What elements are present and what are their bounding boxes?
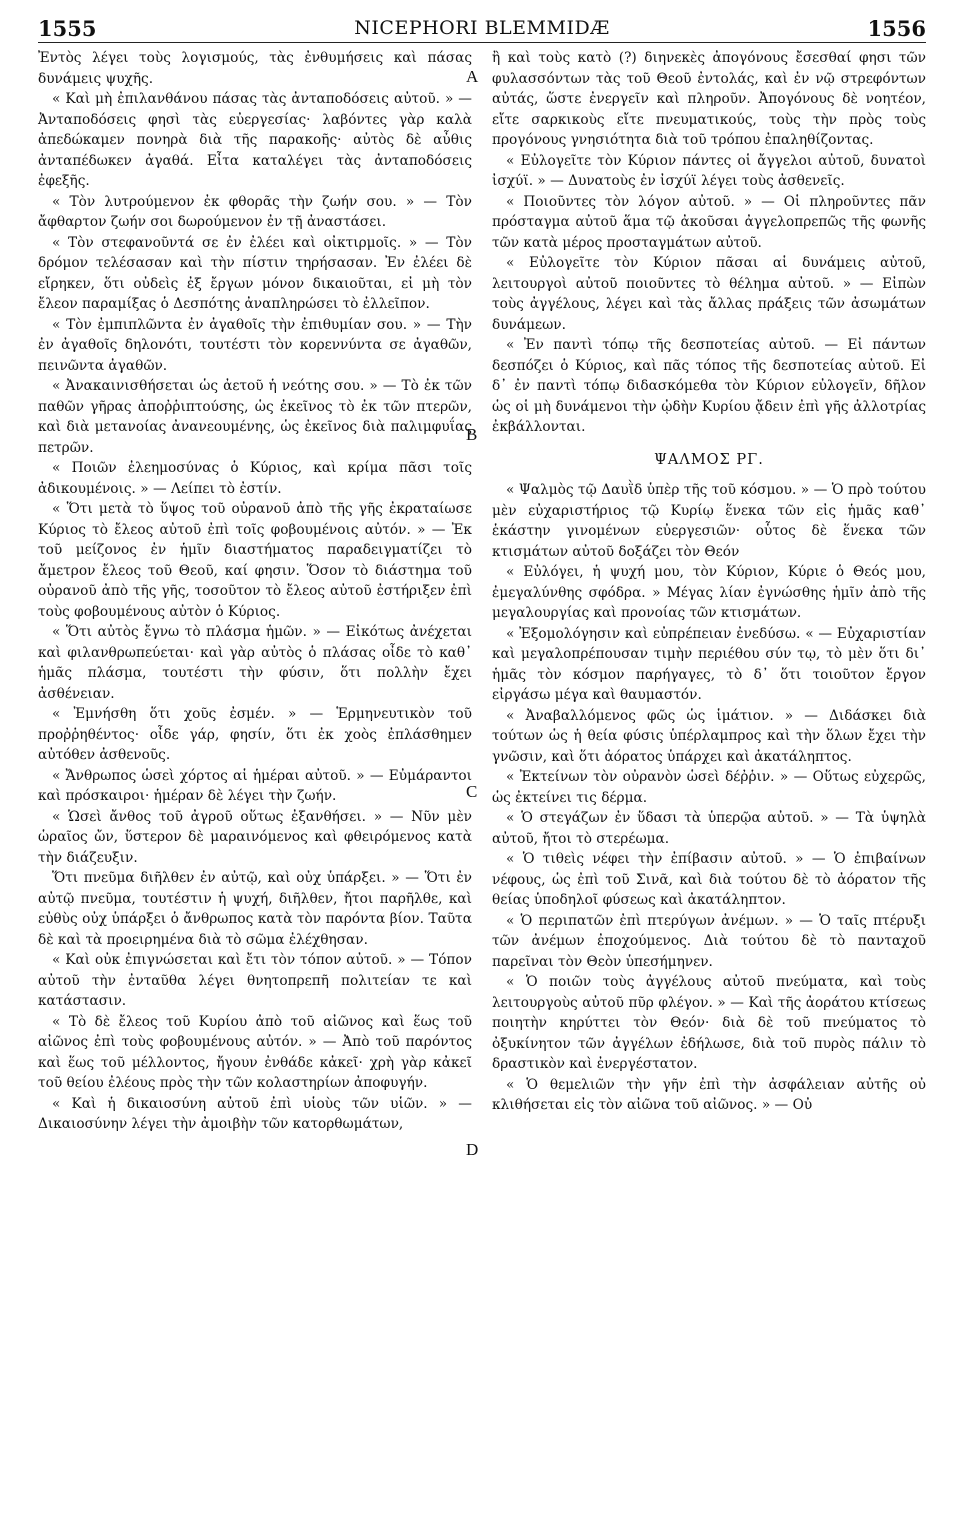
paragraph: « Τὸ δὲ ἔλεος τοῦ Κυρίου ἀπὸ τοῦ αἰῶνος καὶ ἕως τοῦ αἰῶνος ἐπὶ τοὺς φοβουμένους αὐτόν. » — Ἀπὸ τοῦ παρόντος καὶ ἕως τοῦ μέλλοντος, ἤγουν ἐνθάδε κἀκεῖ· χρὴ γὰρ κἀκεῖ τοῦ θείου ἐλέους πρὸς τὴν τῶν κολαστηρίων ἀποφυγήν. xyxy=(38,1013,472,1091)
paragraph: « Ὁ τιθεὶς νέφει τὴν ἐπίβασιν αὐτοῦ. » — Ὁ ἐπιβαίνων νέφους, ὡς ἐπὶ τοῦ Σινᾶ, καὶ διὰ τούτου δὲ τὸ ἀόρατον τῆς θείας ὑποδηλοῖ φύσεως καὶ ἀκατάληπτον. xyxy=(492,851,926,908)
paragraph: « Ἐκτείνων τὸν οὐρανὸν ὡσεὶ δέῤῥιν. » — Οὕτως εὐχερῶς, ὡς ἐκτείνει τις δέρμα. xyxy=(492,769,926,806)
paragraph: Ἐντὸς λέγει τοὺς λογισμούς, τὰς ἐνθυμήσεις καὶ πάσας δυνάμεις ψυχῆς. xyxy=(38,50,472,87)
paragraph: « Ποιοῦντες τὸν λόγον αὐτοῦ. » — Οἱ πληροῦντες πᾶν πρόσταγμα αὐτοῦ ἅμα τῷ ἀκοῦσαι ἀγγελοπρεπῶς τῆς φωνῆς τῶν κατὰ μέρος προσταγμάτων αὐτοῦ. xyxy=(492,193,926,251)
paragraph: « Ὁ θεμελιῶν τὴν γῆν ἐπὶ τὴν ἀσφάλειαν αὐτῆς οὐ κλιθήσεται εἰς τὸν αἰῶνα τοῦ αἰῶνος. » — Οὐ xyxy=(492,1076,926,1113)
paragraph: « Ἄνθρωπος ὡσεὶ χόρτος αἱ ἡμέραι αὐτοῦ. » — Εὐμάραντοι καὶ πρόσκαιροι· ἡμέραν δὲ λέγει τὴν ζωήν. xyxy=(38,767,472,804)
paragraph: « Ἐν παντὶ τόπῳ τῆς δεσποτείας αὐτοῦ. — Εἰ πάντων δεσπόζει ὁ Κύριος, καὶ πᾶς τόπος τῆς δεσποτείας αὐτοῦ. Εἰ δ᾽ ἐν παντὶ τόπῳ διδασκόμεθα τὸν Κύριον εὐλογεῖν, δῆλον ὡς οἱ μὴ δυνάμενοι τὴν ᾠδὴν Κυρίου ᾄδειν ἐπὶ γῆς ἀλλοτρίας ἐκβάλλονται. xyxy=(492,337,926,435)
paragraph: « Εὐλογεῖτε τὸν Κύριον πάντες οἱ ἄγγελοι αὐτοῦ, δυνατοὶ ἰσχύϊ. » — Δυνατοὺς ἐν ἰσχύϊ λέγει τοὺς ἀσθενεῖς. xyxy=(492,152,926,189)
paragraph: « Ὁ ποιῶν τοὺς ἀγγέλους αὐτοῦ πνεύματα, καὶ τοὺς λειτουργοὺς αὐτοῦ πῦρ φλέγον. » — Καὶ τῆς ἀοράτου κτίσεως ποιητὴν κηρύττει τὸν Θεόν· διὰ δὲ τοῦ πνεύματος τὸ ὀξυκίνητον τῶν ἀγγέλων ἐδήλωσε, διὰ τοῦ πυρὸς πάλιν τὸ δραστικὸν καὶ ἐνεργέστατον. xyxy=(492,974,926,1072)
paragraph: « Ἐμνήσθη ὅτι χοῦς ἐσμέν. » — Ἑρμηνευτικὸν τοῦ προῤῥηθέντος· οἶδε γάρ, φησίν, ὅτι ἐκ χοὸς ἐπλάσθημεν αὐτόθεν ἀσθενοῦς. xyxy=(38,706,472,763)
paragraph: « Ἀναβαλλόμενος φῶς ὡς ἱμάτιον. » — Διδάσκει διὰ τούτων ὡς ἡ θεία φύσις ὑπέρλαμπρος καὶ τὴν ὅλων ἔχει τὴν γνῶσιν, καὶ ὅτι ἀόρατος ὑπάρχει καὶ ἀκατάληπτος. xyxy=(492,707,926,765)
paragraph: « Τὸν λυτρούμενον ἐκ φθορᾶς τὴν ζωήν σου. » — Τὸν ἄφθαρτον ζωήν σοι δωρούμενον ἐν τῇ ἀναστάσει. xyxy=(38,193,472,230)
page-number-right: 1556 xyxy=(867,16,926,41)
paragraph: ἢ καὶ τοὺς κατὸ (?) διηνεκὲς ἀπογόνους ἔσεσθαί φησι τῶν φυλασσόντων τὰς τοῦ Θεοῦ ἐντολάς, καὶ ἐν νῷ στρεφόντων αὐτάς, ὥστε ἐνεργεῖν καὶ πληροῦν. Ἀπογόνους δὲ νοητέον, εἴτε σαρκικοὺς εἴτε πνευματικούς, τοὺς τὴν πρὸς τοὺς προγόνους γνησιότητα διὰ τοῦ τρόπου ἐπαληθίζοντας. xyxy=(492,50,926,148)
paragraph: « Καὶ ἡ δικαιοσύνη αὐτοῦ ἐπὶ υἱοὺς τῶν υἱῶν. » — Δικαιοσύνην λέγει τὴν ἀμοιβὴν τῶν κατορθωμάτων, xyxy=(38,1095,472,1132)
psalm-heading: ΨΑΛΜΟΣ ΡΓ. xyxy=(654,451,764,468)
column-marker-b: B xyxy=(466,425,478,444)
paragraph: « Ὅτι αὐτὸς ἔγνω τὸ πλάσμα ἡμῶν. » — Εἰκότως ἀνέχεται καὶ φιλανθρωπεύεται· καὶ γὰρ αὐτὸς ὁ πλάσας οἶδε τὸ καθ᾽ ἡμᾶς πλάσμα, τουτέστι τὴν φύσιν, ὅτι πολλὴν ἔχει ἀσθένειαν. xyxy=(38,624,472,702)
paragraph: « Ὡσεὶ ἄνθος τοῦ ἀγροῦ οὕτως ἐξανθήσει. » — Νῦν μὲν ὡραῖος ὤν, ὕστερον δὲ μαραινόμενος καὶ φθειρόμενος κατὰ τὴν διάζευξιν. xyxy=(38,808,472,866)
left-column xyxy=(38,48,472,1135)
column-marker-a: A xyxy=(466,67,479,86)
column-marker-d: D xyxy=(466,1140,479,1159)
right-column xyxy=(492,48,926,1116)
paragraph: « Καὶ μὴ ἐπιλανθάνου πάσας τὰς ἀνταποδόσεις αὐτοῦ. » — Ἀνταποδόσεις φησὶ τὰς εὐεργεσίας· λαβόντες γὰρ καλὰ ἀπεδώκαμεν πονηρὰ διὰ τῆς παρακοῆς· αὐτὸς δὲ αὖθις ἀνταπέδωκεν ἀγαθά. Εἶτα καταλέγει τὰς ἀνταποδόσεις ἐφεξῆς. xyxy=(38,91,472,189)
running-title: NICEPHORI BLEMMIDÆ xyxy=(354,17,610,39)
paragraph: « Εὐλογεῖτε τὸν Κύριον πᾶσαι αἱ δυνάμεις αὐτοῦ, λειτουργοὶ αὐτοῦ ποιοῦντες τὸ θέλημα αὐτοῦ. » — Εἰπὼν τοὺς ἀγγέλους, λέγει καὶ τὰς ἄλλας πράξεις τῶν ἀσωμάτων δυνάμεων. xyxy=(492,255,926,333)
paragraph: « Τὸν ἐμπιπλῶντα ἐν ἀγαθοῖς τὴν ἐπιθυμίαν σου. » — Τὴν ἐν ἀγαθοῖς δηλονότι, τουτέστι τὸν κορεννύντα σε ἀγαθῶν, πεινῶντα ἀγαθῶν. xyxy=(38,316,472,374)
paragraph: « Εὐλόγει, ἡ ψυχή μου, τὸν Κύριον, Κύριε ὁ Θεός μου, ἐμεγαλύνθης σφόδρα. » Μέγας λίαν ἐγνώσθης ἡμῖν ἀπὸ τῆς μεγαλουργίας καὶ προνοίας τῶν κτισμάτων. xyxy=(492,564,926,621)
paragraph: « Καὶ οὐκ ἐπιγνώσεται καὶ ἔτι τὸν τόπον αὐτοῦ. » — Τόπον αὐτοῦ τὴν ἐνταῦθα λέγει θνητοπρεπῆ πολιτείαν τε καὶ κατάστασιν. xyxy=(38,952,472,1009)
paragraph: « Ψαλμὸς τῷ Δαυῒδ ὑπὲρ τῆς τοῦ κόσμου. » — Ὁ πρὸ τούτου μὲν εὐχαριστήριος τῷ Κυρίῳ ἕνεκα τῶν εἰς ἡμᾶς καθ᾽ ἑκάστην γινομένων εὐεργεσιῶν· οὗτος δὲ ἕνεκα τῶν κτισμάτων αὐτοῦ δοξάζει τὸν Θεόν xyxy=(492,482,926,560)
paragraph: « Ὁ στεγάζων ἐν ὕδασι τὰ ὑπερῷα αὐτοῦ. » — Τὰ ὑψηλὰ αὐτοῦ, ἤτοι τὸ στερέωμα. xyxy=(492,810,926,847)
paragraph: Ὅτι πνεῦμα διῆλθεν ἐν αὐτῷ, καὶ οὐχ ὑπάρξει. » — Ὅτι ἐν αὐτῷ πνεῦμα, τουτέστιν ἡ ψυχή, διῆλθεν, ἤτοι παρῆλθε, καὶ εὐθὺς οὐχ ὑπάρξει ὁ ἄνθρωπος κατὰ τὸν παρόντα βίον. Ταῦτα δὲ καὶ τὰ προειρημένα διὰ τὸ σῶμα ἐλέχθησαν. xyxy=(38,870,472,948)
column-marker-c: C xyxy=(466,782,478,801)
paragraph: « Ὁ περιπατῶν ἐπὶ πτερύγων ἀνέμων. » — Ὁ ταῖς πτέρυξι τῶν ἀνέμων ἐποχούμενος. Διὰ τούτου δὲ τὸ πανταχοῦ παρεῖναι τὸν Θεὸν ὑπεσήμηνεν. xyxy=(492,912,926,970)
paragraph: « Ποιῶν ἐλεημοσύνας ὁ Κύριος, καὶ κρίμα πᾶσι τοῖς ἀδικουμένοις. » — Λείπει τὸ ἐστίν. xyxy=(38,460,472,497)
running-header xyxy=(38,10,926,43)
paragraph: « Ὅτι μετὰ τὸ ὕψος τοῦ οὐρανοῦ ἀπὸ τῆς γῆς ἐκραταίωσε Κύριος τὸ ἔλεος αὐτοῦ ἐπὶ τοῖς φοβουμένοις αὐτόν. » — Ἐκ τοῦ μείζονος ἐν ἡμῖν διαστήματος παραδειγματίζει τὸ ἄμετρον ἔλεος τοῦ Θεοῦ, καί φησιν. Ὅσον τὸ διάστημα τοῦ οὐρανοῦ ἀπὸ τῆς γῆς, τοσοῦτον τὸ ἔλεος αὐτοῦ ἐστήριξεν ἐπὶ τοὺς φοβουμένους αὐτὸν ὁ Κύριος. xyxy=(38,501,472,620)
paragraph: « Ἀνακαινισθήσεται ὡς ἀετοῦ ἡ νεότης σου. » — Τὸ ἐκ τῶν παθῶν γῆρας ἀποῤῥιπτούσης, ὡς ἐκεῖνος τὸ ἐκ τῶν πτερῶν, καὶ διὰ μετανοίας ἀνανεουμένης, ὡς ἐκεῖνος διὰ παλιμφυΐας πετρῶν. xyxy=(38,378,472,456)
paragraph: « Τὸν στεφανοῦντά σε ἐν ἐλέει καὶ οἰκτιρμοῖς. » — Τὸν δρόμον τελέσασαν καὶ τὴν πίστιν τηρήσασαν. Ἐν ἐλέει δὲ εἴρηκεν, ὅτι οὐδεὶς ἐξ ἔργων μόνον δικαιοῦται, εἰ μὴ τὸν ἔλεον παραμίξας ὁ Δεσπότης ἀναπληρώσει τὸ ἐλλεῖπον. xyxy=(38,234,472,312)
page-number-left: 1555 xyxy=(38,16,97,41)
paragraph: « Ἐξομολόγησιν καὶ εὐπρέπειαν ἐνεδύσω. « — Εὐχαριστίαν καὶ μεγαλοπρέπουσαν τιμὴν περιέθου σύν τῳ, τὸ μὲν ὅτι δι᾽ ἡμᾶς τὸν κόσμον παρήγαγες, τὸ δ᾽ ὅτι τοιοῦτον ἔργον εἰργάσω μέγα καὶ θαυμαστόν. xyxy=(492,625,926,703)
